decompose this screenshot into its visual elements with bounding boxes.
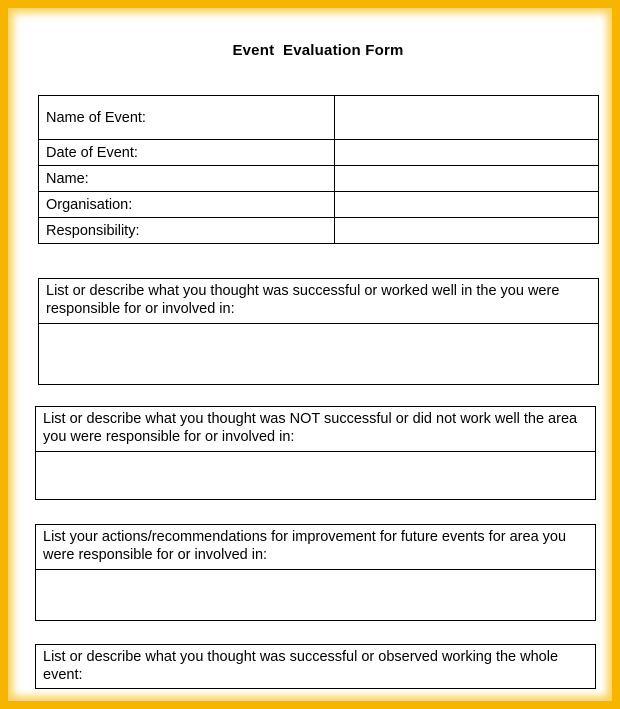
event-date-field[interactable] bbox=[335, 140, 599, 166]
organisation-field[interactable] bbox=[335, 192, 599, 218]
responsibility-field[interactable] bbox=[335, 218, 599, 244]
event-name-field[interactable] bbox=[335, 96, 599, 140]
event-info-table bbox=[38, 95, 599, 244]
name-field[interactable] bbox=[335, 166, 599, 192]
question-box-successful bbox=[38, 278, 599, 385]
info-row-event-name bbox=[39, 96, 599, 140]
question-recommendations-text: List your actions/recommendations for improvement for future events for area you were responsible for or involved in: bbox=[36, 525, 595, 570]
name-label: Name: bbox=[39, 166, 335, 192]
event-date-label: Date of Event: bbox=[39, 140, 335, 166]
info-row-responsibility bbox=[39, 218, 599, 244]
info-row-name bbox=[39, 166, 599, 192]
organisation-label: Organisation: bbox=[39, 192, 335, 218]
answer-successful-field[interactable] bbox=[39, 324, 598, 384]
info-row-organisation bbox=[39, 192, 599, 218]
answer-recommendations-field[interactable] bbox=[36, 570, 595, 620]
question-whole-event-text: List or describe what you thought was successful or observed working the whole event: bbox=[43, 649, 559, 683]
event-name-label bbox=[39, 96, 335, 140]
question-box-not-successful bbox=[35, 406, 596, 500]
question-successful-text: List or describe what you thought was successful or worked well in the you were responsible for or involved in: bbox=[39, 279, 598, 324]
form-title: Event Evaluation Form bbox=[232, 42, 404, 59]
question-not-successful-text: List or describe what you thought was NOT successful or did not work well the area you were responsible for or involved in: bbox=[36, 407, 595, 452]
answer-not-successful-field[interactable] bbox=[36, 452, 595, 499]
info-row-event-date bbox=[39, 140, 599, 166]
question-box-whole-event bbox=[35, 644, 596, 689]
responsibility-label: Responsibility: bbox=[39, 218, 335, 244]
question-box-recommendations bbox=[35, 524, 596, 621]
event-name-label-text: Name of Event: bbox=[46, 109, 146, 126]
